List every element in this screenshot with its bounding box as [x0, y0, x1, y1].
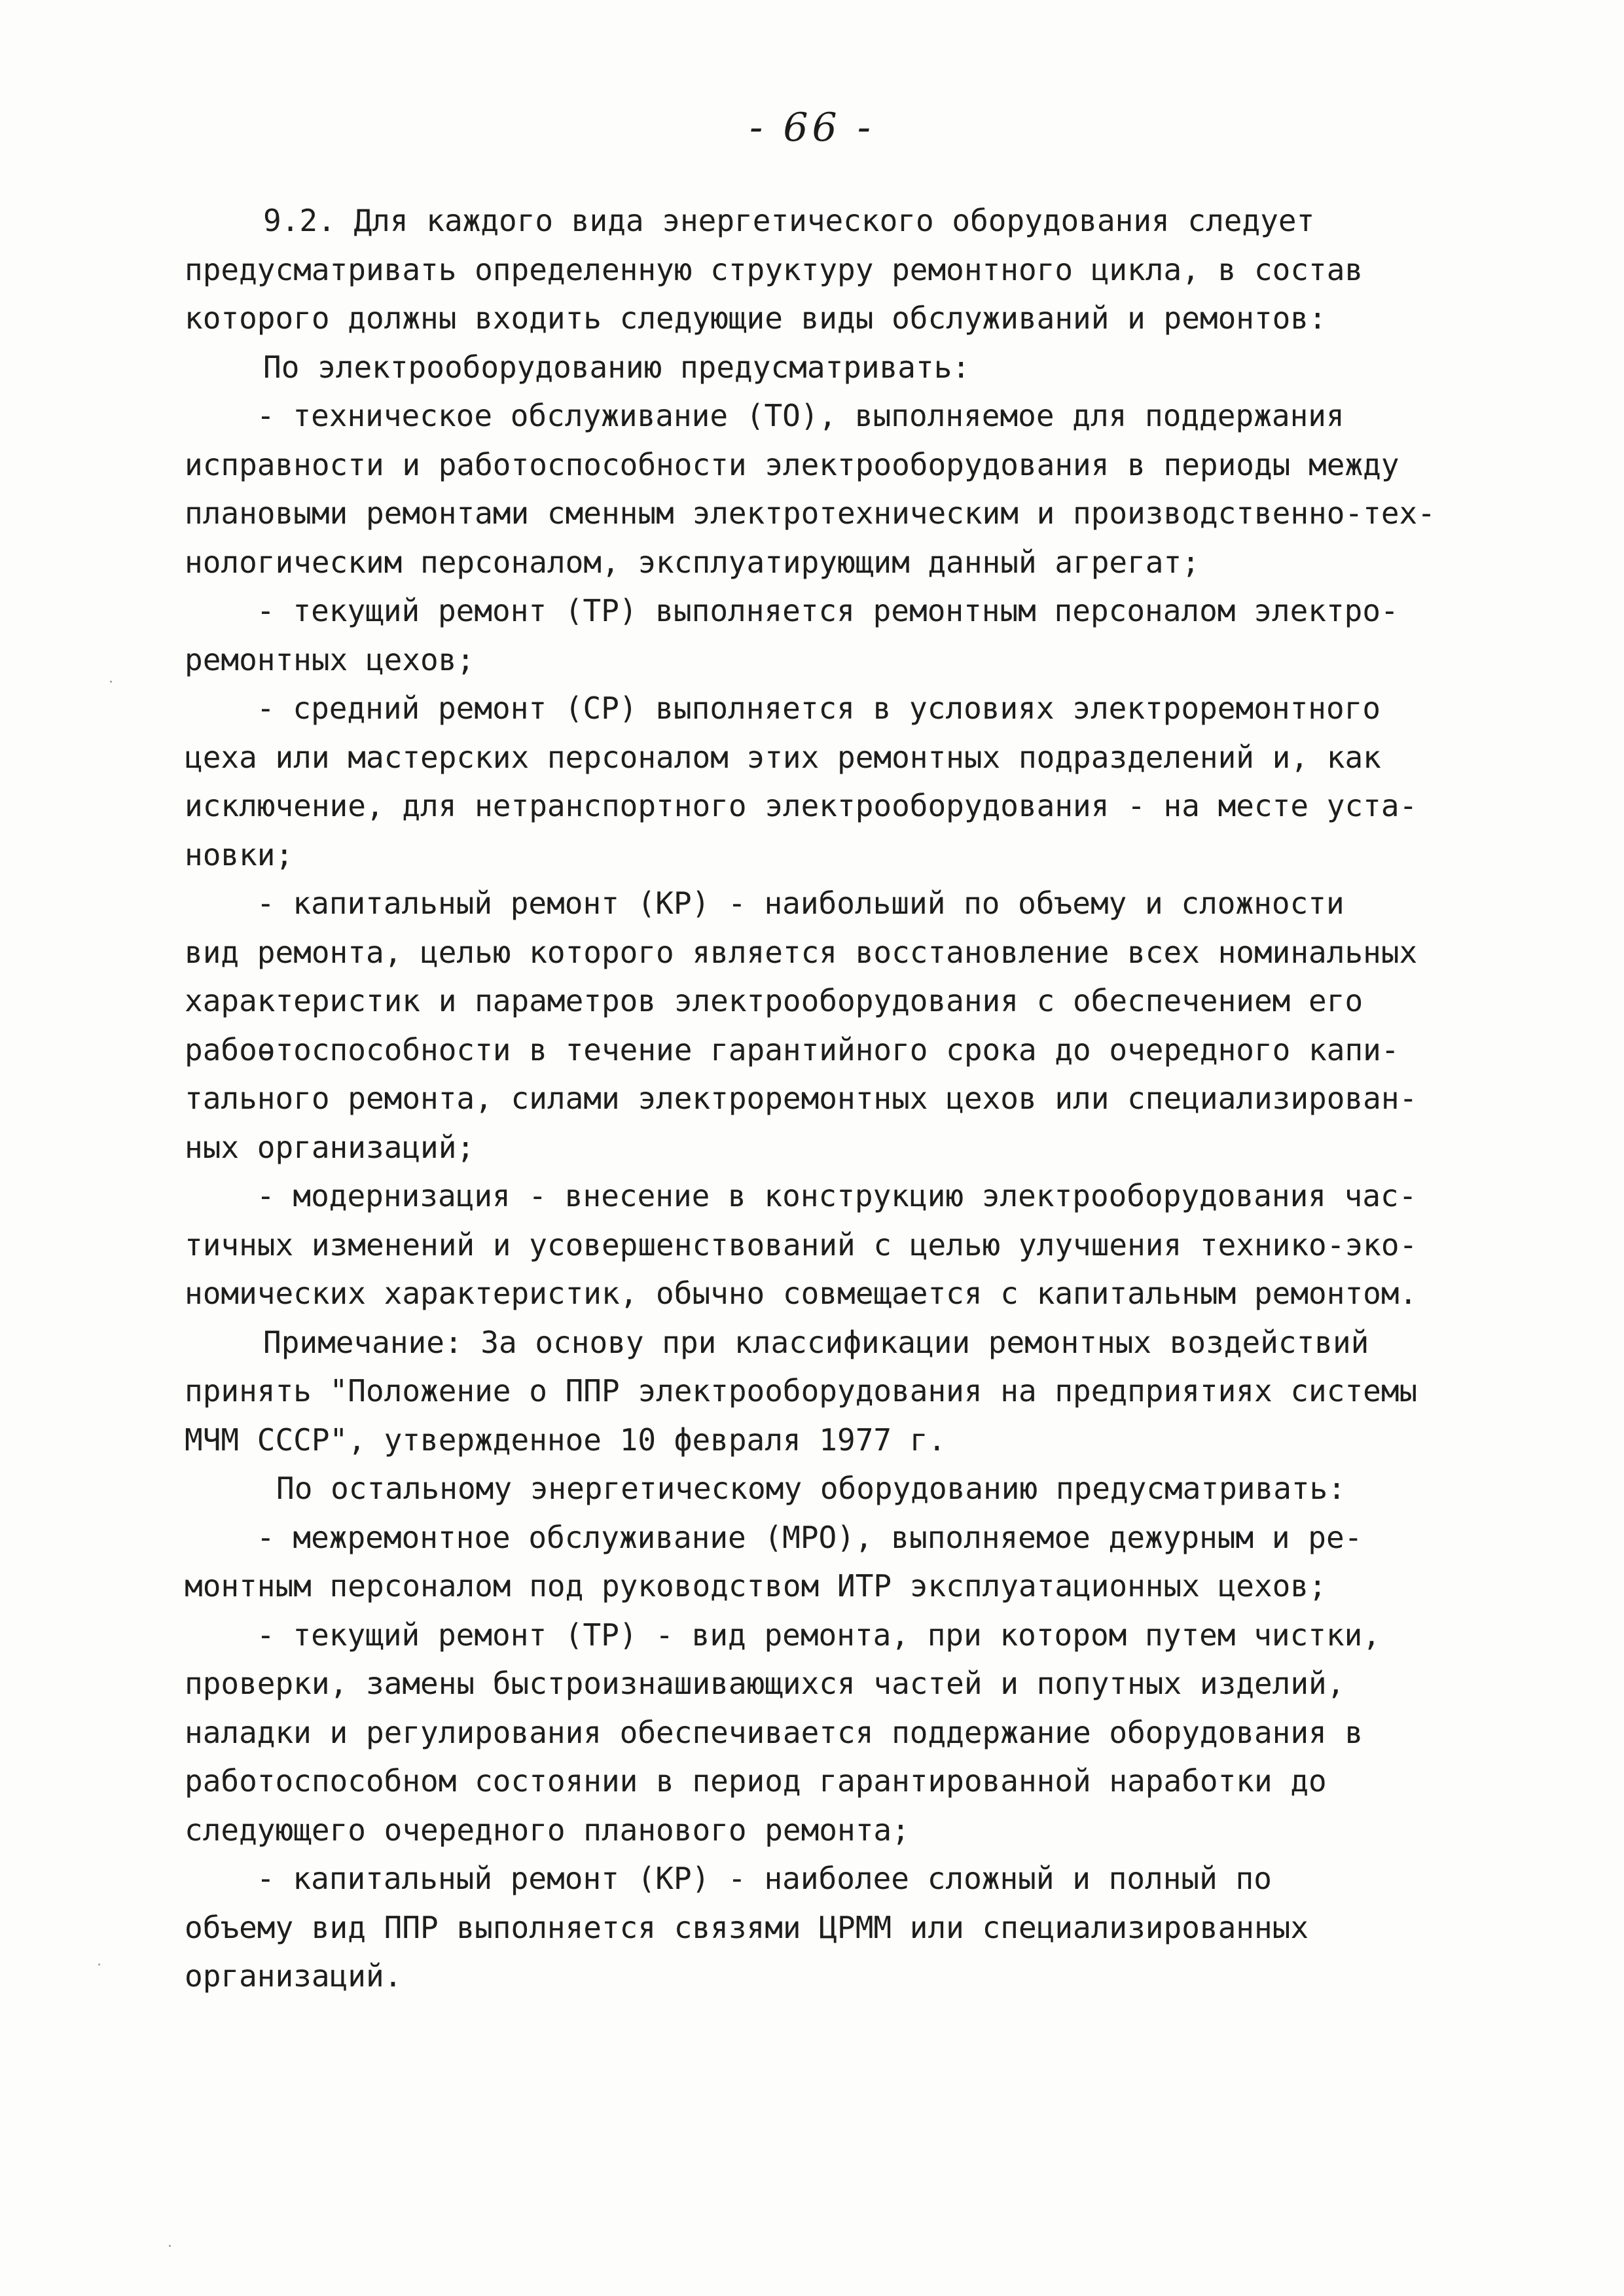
text-line: тичных изменений и усовершенствований с целью улучшения технико-эко-: [185, 1227, 1418, 1263]
text-line: По электрооборудованию предусматривать:: [263, 349, 971, 385]
scan-speck: [169, 2245, 171, 2247]
text-line: - техническое обслуживание (ТО), выполняемое для поддержания: [257, 398, 1344, 433]
text-line: - межремонтное обслуживание (МРО), выполняемое дежурным и ре-: [257, 1519, 1363, 1555]
text-line: вид ремонта, целью которого является восстановление всех номинальных: [185, 934, 1418, 970]
text-line: проверки, замены быстроизнашивающихся частей и попутных изделий,: [185, 1666, 1345, 1701]
text-line: 9.2. Для каждого вида энергетического оборудования следует: [263, 203, 1315, 238]
text-line: следующего очередного планового ремонта;: [185, 1812, 910, 1848]
text-line: нологическим персоналом, эксплуатирующим данный агрегат;: [185, 544, 1200, 580]
scan-speck: [98, 1964, 100, 1965]
text-line: - капитальный ремонт (КР) - наиболее сложный и полный по: [257, 1861, 1272, 1896]
text-line: По остальному энергетическому оборудованию предусматривать:: [276, 1471, 1346, 1506]
text-line: Примечание: За основу при классификации ремонтных воздействий: [263, 1324, 1369, 1360]
text-line: наладки и регулирования обеспечивается поддержание оборудования в: [185, 1714, 1363, 1750]
text-line: ных организаций;: [185, 1129, 475, 1165]
text-line: новки;: [185, 836, 294, 872]
text-line: МЧМ СССР", утвержденное 10 февраля 1977 г.: [185, 1422, 947, 1458]
text-line: - текущий ремонт (ТР) выполняется ремонтным персоналом электро-: [257, 593, 1399, 628]
text-line: номических характеристик, обычно совмещается с капитальным ремонтом.: [185, 1276, 1418, 1311]
text-line: цеха или мастерских персоналом этих ремонтных подразделений и, как: [185, 739, 1381, 775]
text-line: предусматривать определенную структуру ремонтного цикла, в состав: [185, 251, 1363, 287]
scan-speck: [110, 681, 112, 683]
text-line: тального ремонта, силами электроремонтных цехов или специализирован-: [185, 1081, 1418, 1116]
text-line: - модернизация - внесение в конструкцию электрооборудования час-: [257, 1178, 1417, 1213]
text-line: - текущий ремонт (ТР) - вид ремонта, при котором путем чистки,: [257, 1617, 1381, 1653]
text-line: которого должны входить следующие виды обслуживаний и ремонтов:: [185, 300, 1327, 336]
text-line: работоспособном состоянии в период гарантированной наработки до: [185, 1763, 1327, 1799]
text-line: плановыми ремонтами сменным электротехническим и производственно-тех-: [185, 495, 1435, 531]
text-line: организаций.: [185, 1958, 403, 1994]
text-line: принять "Положение о ППР электрооборудования на предприятиях системы: [185, 1373, 1418, 1408]
text-line: рабоѳтоспособности в течение гарантийного срока до очередного капи-: [185, 1031, 1399, 1067]
text-line: монтным персоналом под руководством ИТР эксплуатационных цехов;: [185, 1568, 1327, 1604]
text-line: характеристик и параметров электрооборудования с обеспечением его: [185, 983, 1363, 1018]
text-line: объему вид ППР выполняется связями ЦРММ или специализированных: [185, 1909, 1309, 1945]
document-body: [185, 196, 1566, 2001]
page-number: - 66 -: [749, 105, 875, 151]
text-line: - капитальный ремонт (КР) - наибольший по объему и сложности: [257, 886, 1344, 921]
text-line: ремонтных цехов;: [185, 641, 475, 677]
text-line: исправности и работоспособности электрооборудования в периоды между: [185, 446, 1399, 482]
text-line: исключение, для нетранспортного электрооборудования - на месте уста-: [185, 788, 1418, 823]
text-line: - средний ремонт (СР) выполняется в условиях электроремонтного: [257, 691, 1381, 726]
